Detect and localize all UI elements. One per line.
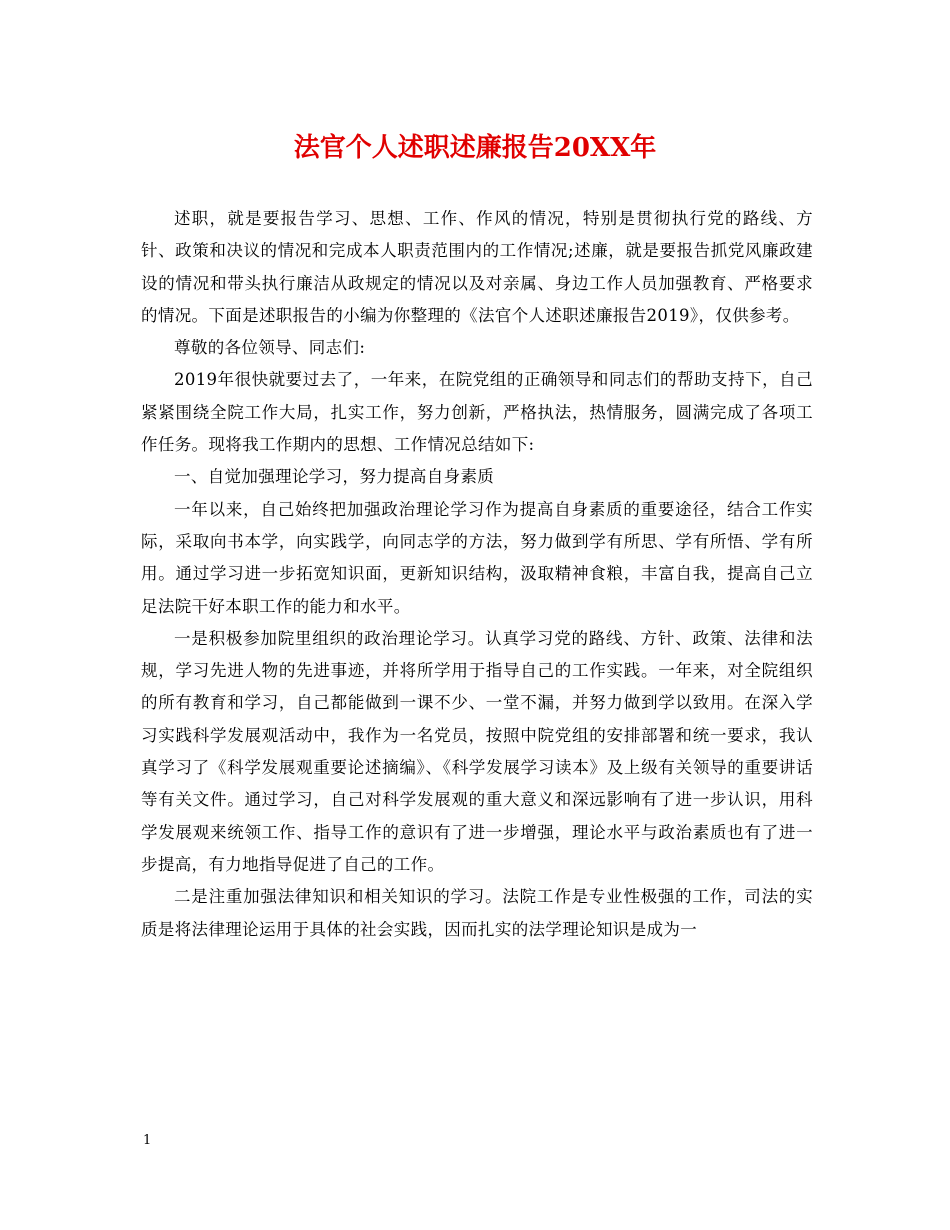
paragraph-salutation: 尊敬的各位领导、同志们: — [174, 338, 366, 358]
document-title: 法官个人述职述廉报告20XX年 — [293, 133, 657, 163]
paragraph-study-overview: 一年以来，自己始终把加强政治理论学习作为提高自身素质的重要途径，结合工作实际，采取向书本学，向实践学，向同志学的方法，努力做到学有所思、学有所悟、学有所用。通过学习进一步拓宽知识面，更新知识结构，汲取精神食粮，丰富自我，提高自己立足法院干好本职工作的能力和水平。 — [141, 499, 813, 616]
paragraph-intro: 述职，就是要报告学习、思想、工作、作风的情况，特别是贯彻执行党的路线、方针、政策和决议的情况和完成本人职责范围内的工作情况;述廉，就是要报告抓党风廉政建设的情况和带头执行廉洁从政规定的情况以及对亲属、身边工作人员加强教育、严格要求的情况。下面是述职报告的小编为你整理的《法官个人述职述廉报告2019》，仅供参考。 — [141, 209, 813, 325]
section-heading-1: 一、自觉加强理论学习，努力提高自身素质 — [174, 467, 495, 487]
page-number: 1 — [143, 1133, 152, 1148]
document-body — [141, 203, 813, 946]
paragraph-political-study: 一是积极参加院里组织的政治理论学习。认真学习党的路线、方针、政策、法律和法规，学习先进人物的先进事迹，并将所学用于指导自己的工作实践。一年来，对全院组织的所有教育和学习，自己都能做到一课不少、一堂不漏，并努力做到学以致用。在深入学习实践科学发展观活动中，我作为一名党员，按照中院党组的安排部署和统一要求，我认真学习了《科学发展观重要论述摘编》、《科学发展学习读本》及上级有关领导的重要讲话等有关文件。通过学习，自己对科学发展观的重大意义和深远影响有了进一步认识，用科学发展观来统领工作、指导工作的意识有了进一步增强，理论水平与政治素质也有了进一步提高，有力地指导促进了自己的工作。 — [141, 628, 813, 874]
paragraph-legal-study: 二是注重加强法律知识和相关知识的学习。法院工作是专业性极强的工作，司法的实质是将法律理论运用于具体的社会实践，因而扎实的法学理论知识是成为一 — [141, 887, 813, 939]
paragraph-opening: 2019年很快就要过去了，一年来，在院党组的正确领导和同志们的帮助支持下，自己紧紧围绕全院工作大局，扎实工作，努力创新，严格执法，热情服务，圆满完成了各项工作任务。现将我工作期内的思想、工作情况总结如下: — [141, 370, 813, 455]
